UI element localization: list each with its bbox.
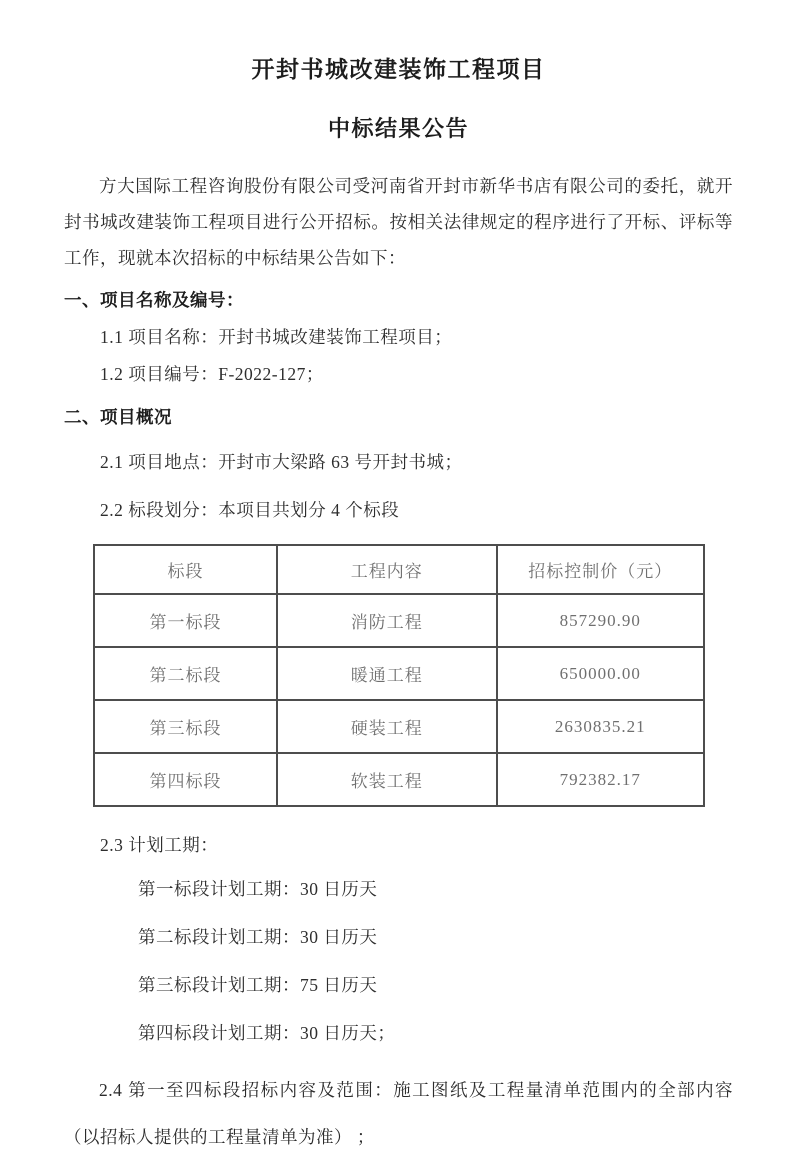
project-name-line: 1.1 项目名称：开封书城改建装饰工程项目； [100,327,453,347]
schedule-line-4: 第四标段计划工期：30 日历天； [138,1023,396,1043]
bid-sections-table [93,544,705,807]
table-cell-price: 857290.90 [497,594,704,647]
document-title: 开封书城改建装饰工程项目 [251,57,546,82]
section-division-line: 2.2 标段划分：本项目共划分 4 个标段 [100,500,400,520]
table-cell-price: 792382.17 [497,753,704,806]
section-1-heading: 一、项目名称及编号： [64,290,244,310]
schedule-heading-line: 2.3 计划工期： [100,835,219,855]
document-subtitle: 中标结果公告 [327,116,469,141]
table-header-price: 招标控制价（元） [497,545,704,594]
table-cell-content: 软装工程 [277,753,497,806]
table-cell-section: 第一标段 [94,594,277,647]
table-cell-price: 650000.00 [497,647,704,700]
schedule-line-2: 第二标段计划工期：30 日历天 [138,927,378,947]
scope-paragraph: 2.4 第一至四标段招标内容及范围：施工图纸及工程量清单范围内的全部内容（以招标人提供的工程量清单为准） ； [64,1080,733,1147]
table-row [94,594,704,647]
table-cell-content: 消防工程 [277,594,497,647]
project-number-line: 1.2 项目编号：F-2022-127； [100,364,324,384]
table-cell-price: 2630835.21 [497,700,704,753]
project-location-line: 2.1 项目地点：开封市大梁路 63 号开封书城； [100,452,463,472]
table-cell-section: 第二标段 [94,647,277,700]
table-cell-content: 暖通工程 [277,647,497,700]
schedule-line-3: 第三标段计划工期：75 日历天 [138,975,378,995]
section-2-heading: 二、项目概况 [64,407,172,427]
table-row [94,700,704,753]
table-cell-section: 第四标段 [94,753,277,806]
table-row [94,753,704,806]
intro-paragraph: 方大国际工程咨询股份有限公司受河南省开封市新华书店有限公司的委托，就开封书城改建装饰工程项目进行公开招标。按相关法律规定的程序进行了开标、评标等工作，现就本次招标的中标结果公告如下： [64,176,733,268]
schedule-line-1: 第一标段计划工期：30 日历天 [138,879,378,899]
table-row [94,647,704,700]
table-header-content: 工程内容 [277,545,497,594]
table-cell-content: 硬装工程 [277,700,497,753]
table-header-section: 标段 [94,545,277,594]
table-cell-section: 第三标段 [94,700,277,753]
table-header-row [94,545,704,594]
